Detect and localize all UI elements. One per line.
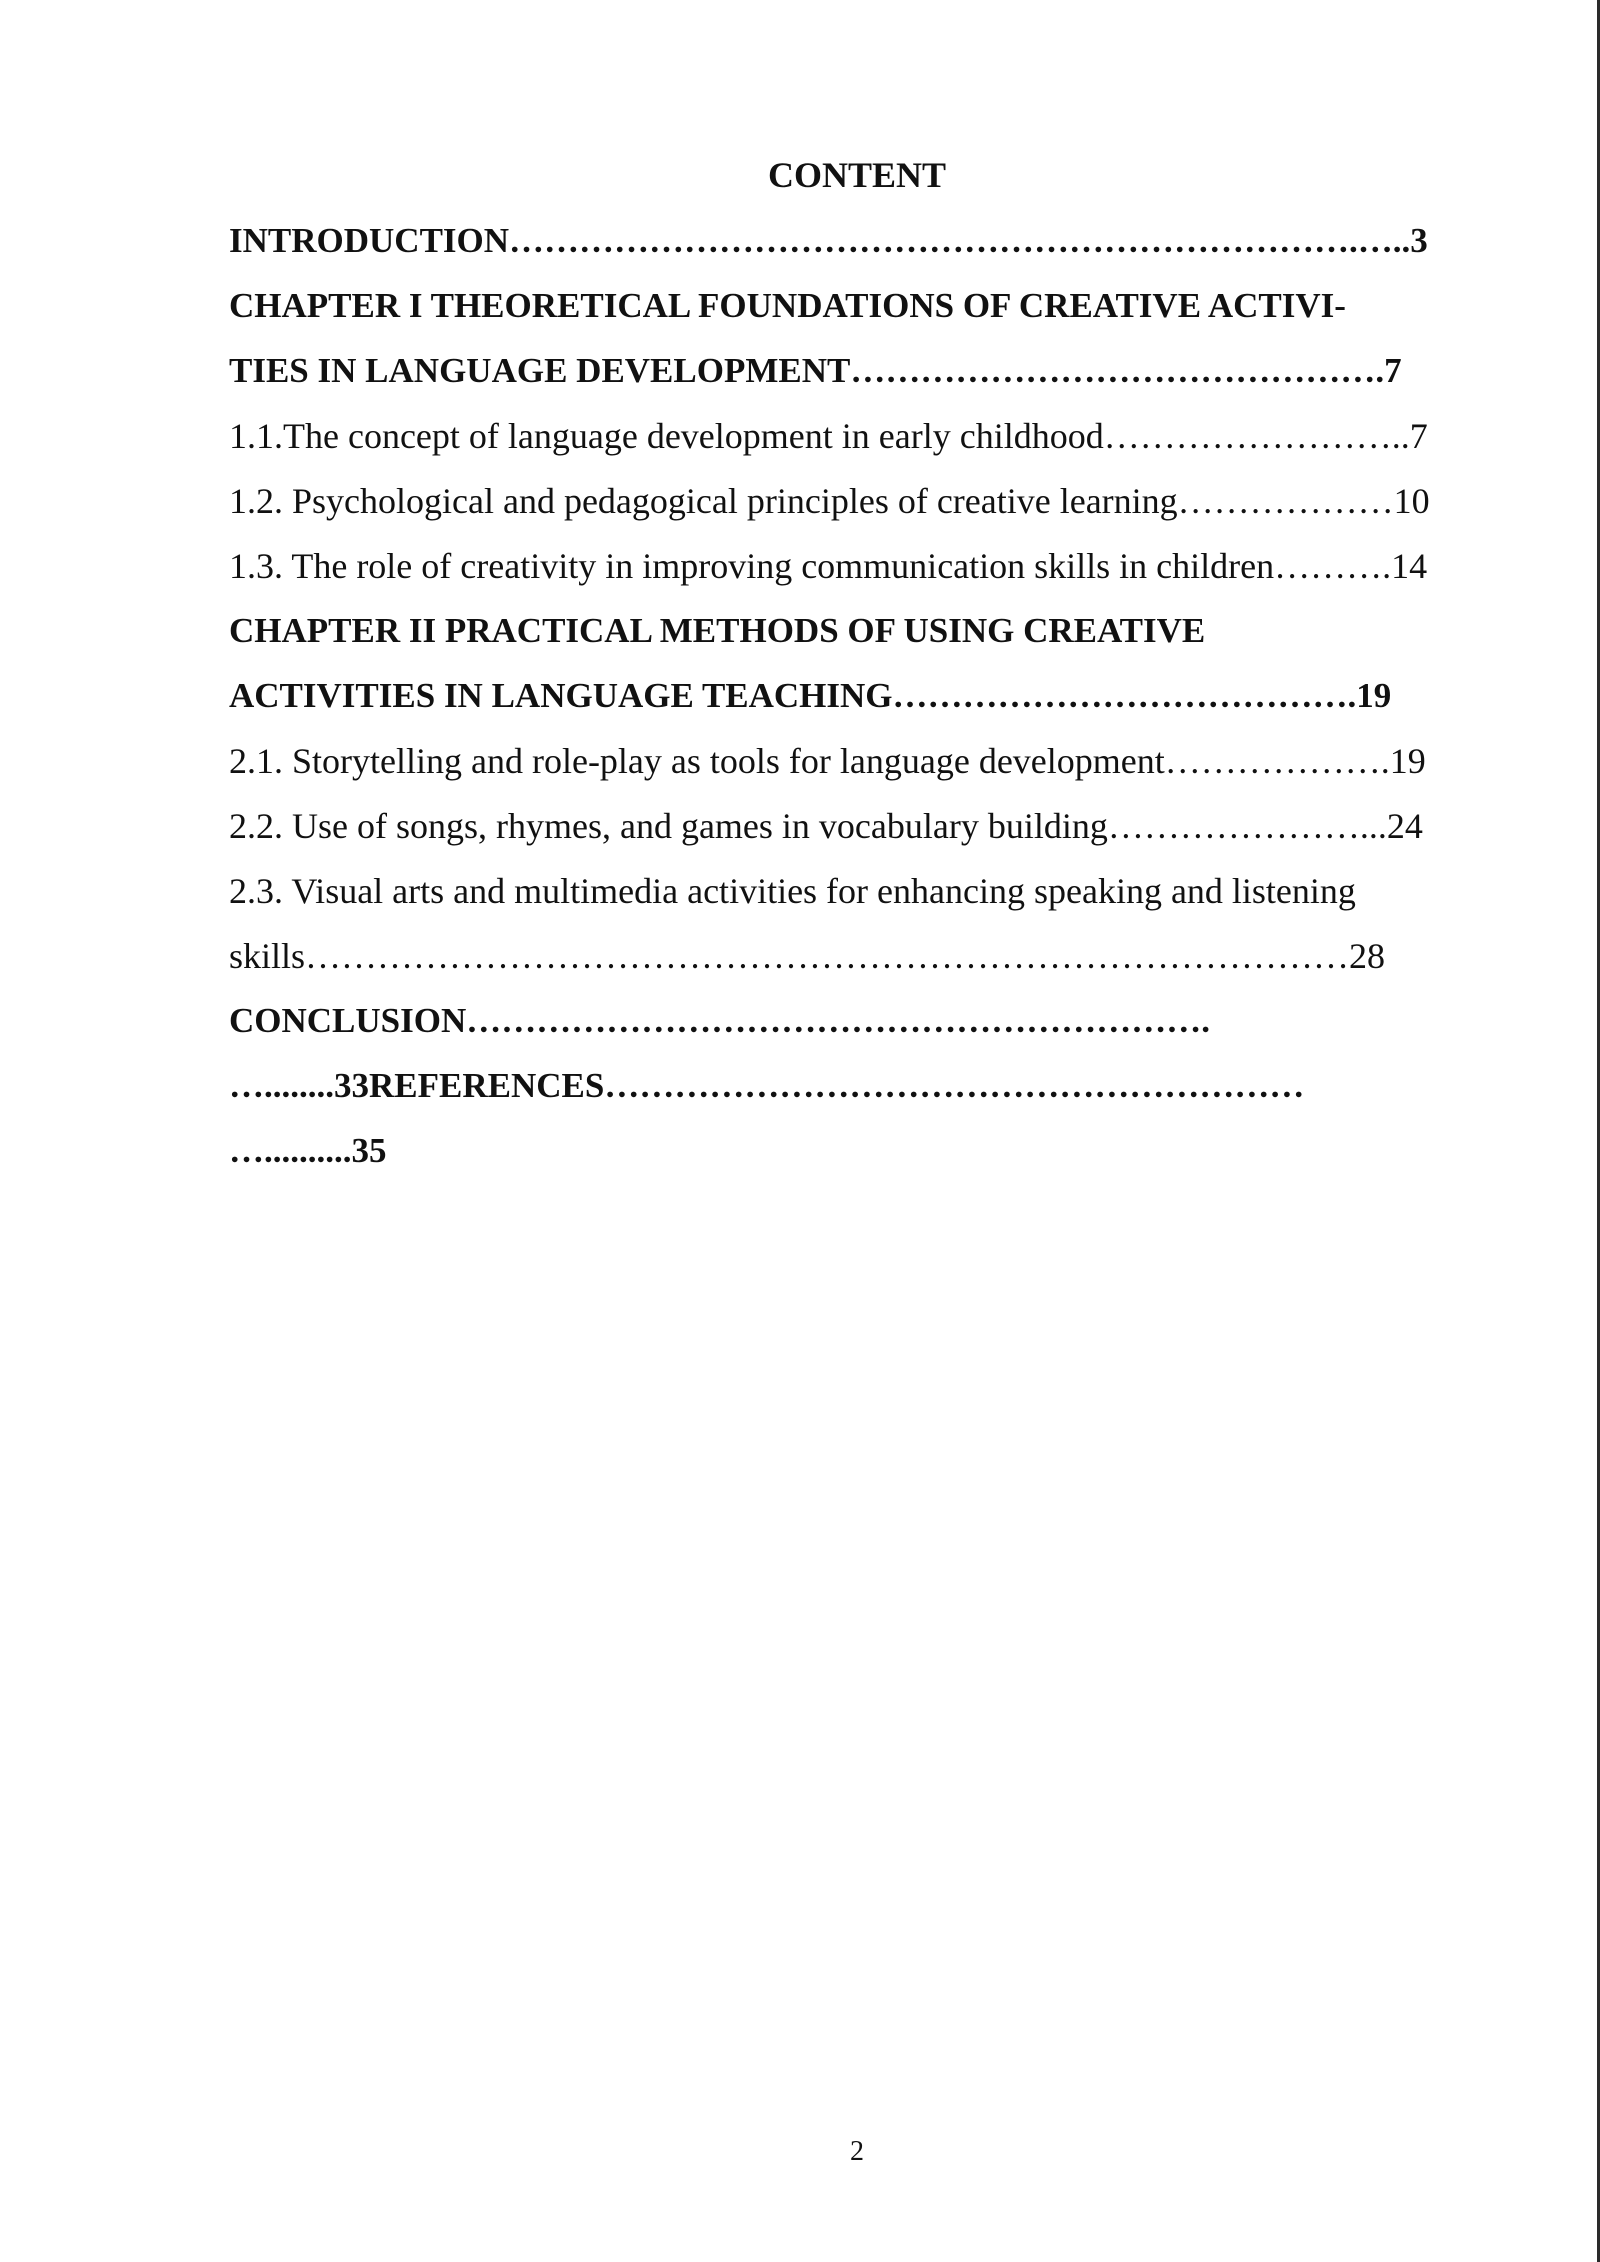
toc-line-section-2-3: 2.3. Visual arts and multimedia activities for enhancing speaking and listening [229, 871, 1356, 911]
toc-line-section-1-2: 1.2. Psychological and pedagogical principles of creative learning………………10 [229, 481, 1430, 521]
toc-line-section-1-3: 1.3. The role of creativity in improving communication skills in children……….14 [229, 546, 1428, 586]
toc-line-references-page: …..........35 [229, 1131, 387, 1170]
toc-line-chapter-1-title: CHAPTER I THEORETICAL FOUNDATIONS OF CREATIVE ACTIVI- [229, 286, 1346, 325]
toc-line-section-1-1: 1.1.The concept of language development in early childhood……………………..7 [229, 416, 1428, 456]
toc-line-chapter-1-title-cont: TIES IN LANGUAGE DEVELOPMENT……………………………………….7 [229, 351, 1402, 390]
toc-line-chapter-2-title: CHAPTER II PRACTICAL METHODS OF USING CREATIVE [229, 611, 1206, 650]
toc-line-references: …........33REFERENCES…………………………………………………… [229, 1066, 1305, 1105]
toc-line-section-2-3-cont: skills……………………………………………………………………………28 [229, 936, 1386, 976]
table-of-contents [229, 212, 1484, 1187]
toc-line-conclusion: CONCLUSION………………………………………………………. [229, 1001, 1211, 1040]
page-number: 2 [850, 2136, 864, 2167]
toc-line-chapter-2-title-cont: ACTIVITIES IN LANGUAGE TEACHING………………………………….19 [229, 676, 1392, 715]
toc-line-introduction: INTRODUCTION……………………………………………………………….…..3 [229, 221, 1428, 260]
toc-line-section-2-1: 2.1. Storytelling and role-play as tools for language development……………….19 [229, 741, 1426, 781]
toc-title: CONTENT [767, 155, 947, 195]
toc-line-section-2-2: 2.2. Use of songs, rhymes, and games in vocabulary building…………………...24 [229, 806, 1423, 846]
